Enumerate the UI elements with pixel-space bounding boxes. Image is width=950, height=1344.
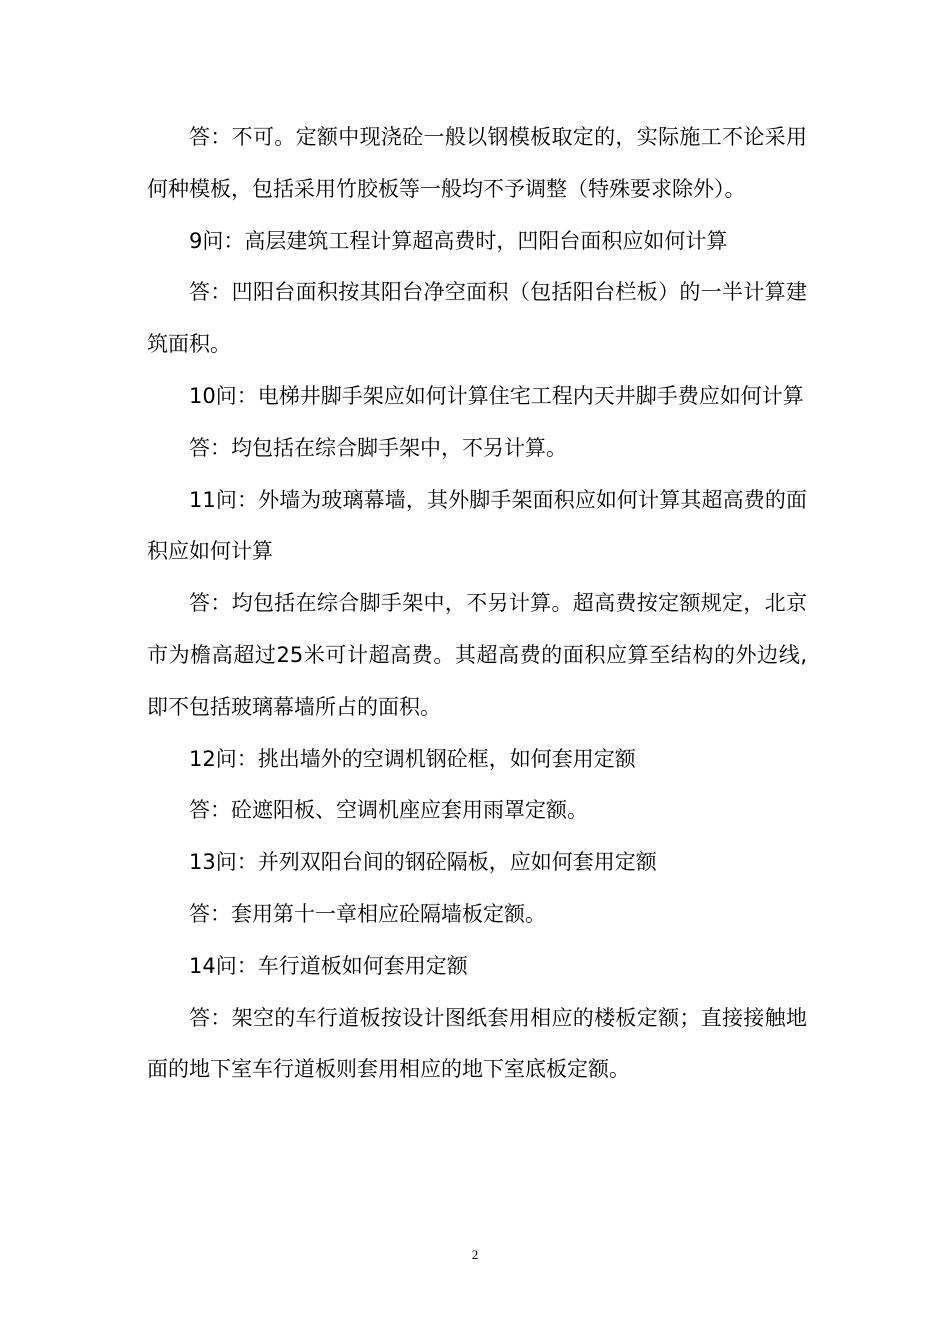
question-paragraph-9: 9问：高层建筑工程计算超高费时，凹阳台面积应如何计算 [189, 228, 728, 253]
answer-paragraph-10: 答：均包括在综合脚手架中，不另计算。 [189, 435, 567, 460]
answer-paragraph-13: 答：套用第十一章相应砼隔墙板定额。 [189, 901, 546, 926]
answer-paragraph-9: 答：凹阳台面积按其阳台净空面积（包括阳台栏板）的一半计算建筑面积。 [147, 280, 807, 357]
answer-paragraph-11: 答：均包括在综合脚手架中，不另计算。超高费按定额规定，北京市为檐高超过25米可计超高费。其超高费的面积应算至结构的外边线,即不包括玻璃幕墙所占的面积。 [147, 591, 807, 719]
question-paragraph-12: 12问：挑出墙外的空调机钢砼框，如何套用定额 [189, 746, 636, 771]
question-paragraph-13: 13问：并列双阳台间的钢砼隔板，应如何套用定额 [189, 850, 657, 875]
answer-paragraph-8: 答：不可。定额中现浇砼一般以钢模板取定的，实际施工不论采用何种模板，包括采用竹胶板等一般均不予调整（特殊要求除外）。 [147, 125, 807, 201]
question-paragraph-11: 11问：外墙为玻璃幕墙，其外脚手架面积应如何计算其超高费的面积应如何计算 [147, 487, 807, 564]
answer-paragraph-12: 答：砼遮阳板、空调机座应套用雨罩定额。 [189, 798, 588, 823]
question-paragraph-10: 10问：电梯井脚手架应如何计算住宅工程内天井脚手费应如何计算 [189, 383, 804, 408]
document-body [147, 112, 807, 1096]
page-number: 2 [471, 1247, 479, 1262]
answer-paragraph-14: 答：架空的车行道板按设计图纸套用相应的楼板定额；直接接触地面的地下室车行道板则套用相应的地下室底板定额。 [147, 1005, 807, 1082]
question-paragraph-14: 14问：车行道板如何套用定额 [189, 953, 468, 978]
